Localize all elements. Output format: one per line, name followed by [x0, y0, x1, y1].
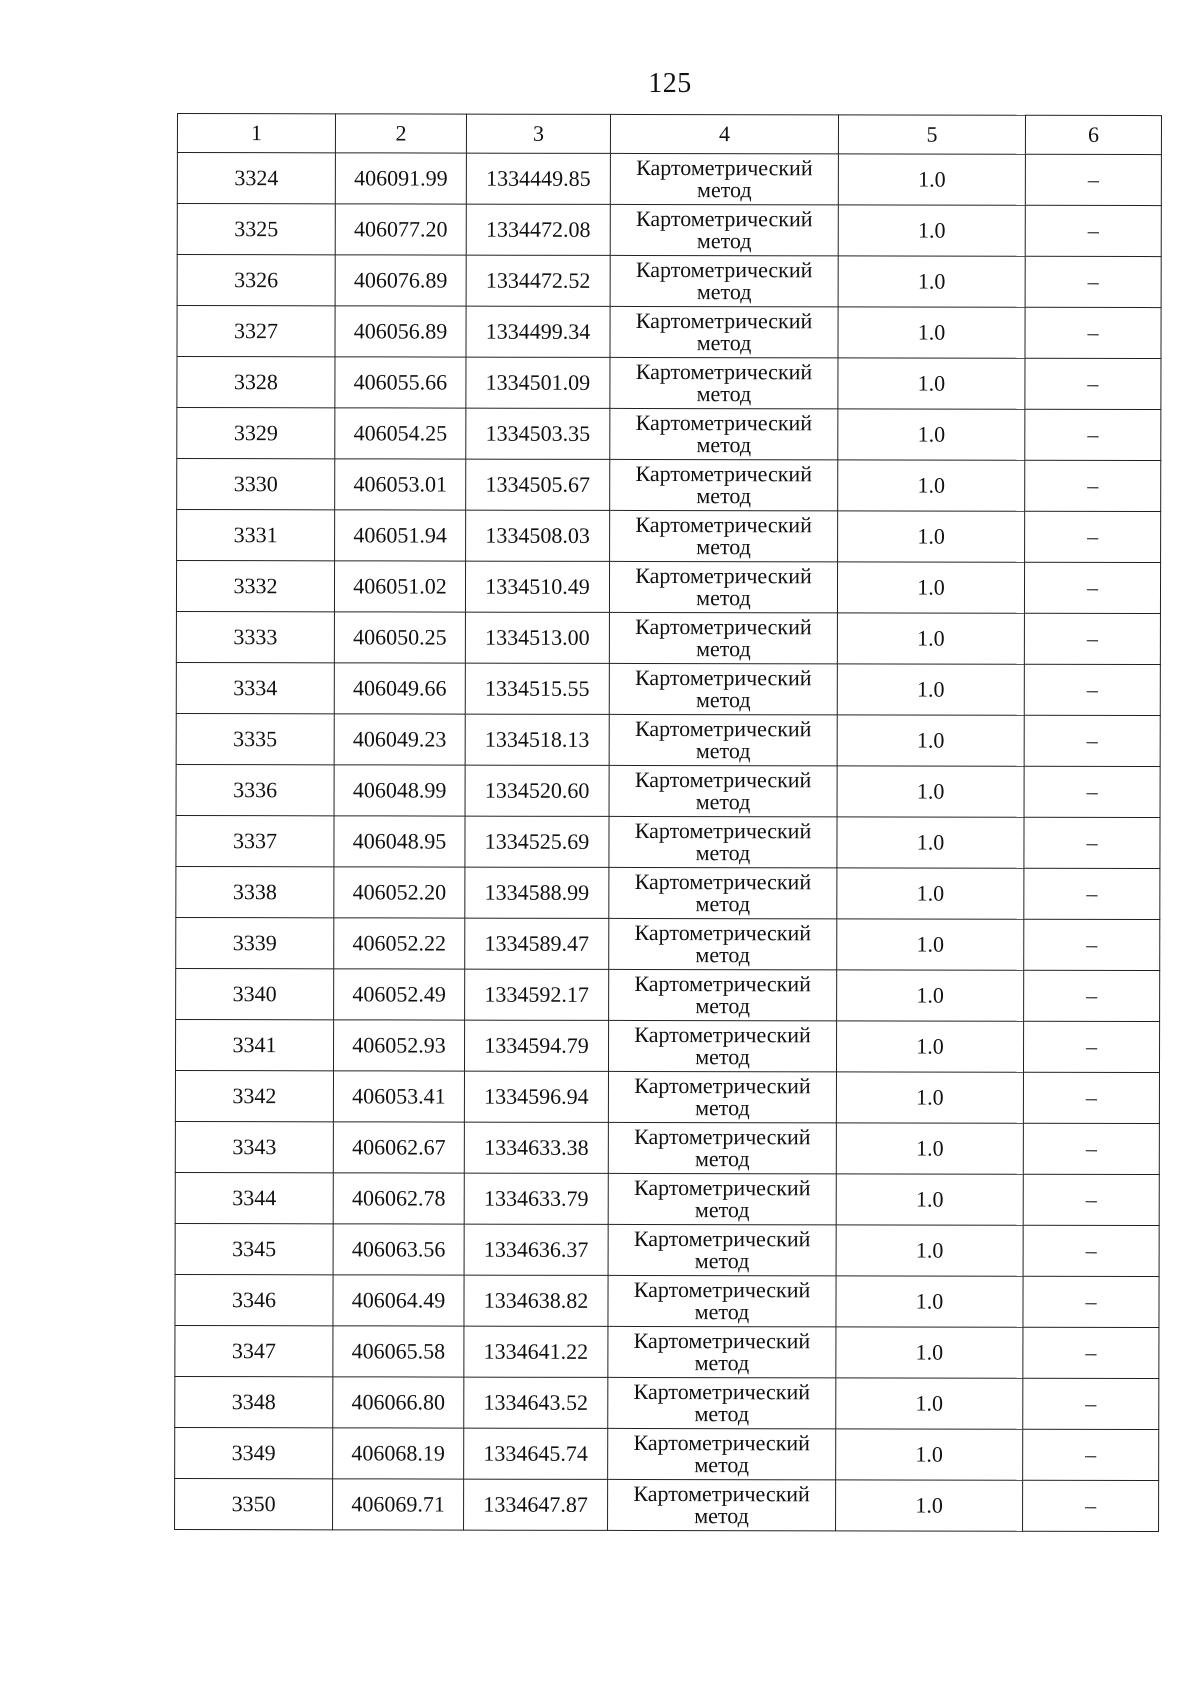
note-cell: –: [1025, 511, 1161, 562]
table-row: [176, 866, 1160, 919]
y-coordinate-cell: 1334520.60: [465, 765, 609, 816]
y-coordinate-cell: 1334594.79: [464, 1020, 608, 1071]
table-row: [177, 408, 1161, 461]
note-cell: –: [1023, 1276, 1159, 1327]
point-number-cell: 3329: [177, 408, 335, 459]
x-coordinate-cell: 406053.01: [335, 459, 466, 510]
column-header-5: 5: [838, 115, 1025, 154]
accuracy-cell: 1.0: [836, 1327, 1023, 1378]
y-coordinate-cell: 1334472.52: [466, 255, 610, 306]
table-row: [177, 153, 1161, 206]
x-coordinate-cell: 406066.80: [333, 1377, 464, 1428]
point-number-cell: 3345: [175, 1223, 333, 1274]
x-coordinate-cell: 406052.20: [334, 867, 465, 918]
column-header-4: 4: [610, 114, 838, 153]
method-cell: Картометрический метод: [608, 1377, 836, 1428]
x-coordinate-cell: 406062.78: [333, 1173, 464, 1224]
y-coordinate-cell: 1334638.82: [464, 1275, 608, 1326]
method-cell: Картометрический метод: [610, 153, 838, 204]
point-number-cell: 3339: [176, 917, 334, 968]
table-row: [175, 1121, 1159, 1174]
y-coordinate-cell: 1334596.94: [464, 1071, 608, 1122]
method-cell: Картометрический метод: [610, 459, 838, 510]
x-coordinate-cell: 406076.89: [335, 255, 466, 306]
note-cell: –: [1023, 1072, 1159, 1123]
table-row: [177, 255, 1161, 308]
table-row: [177, 357, 1161, 410]
point-number-cell: 3350: [175, 1478, 333, 1529]
method-cell: Картометрический метод: [608, 1071, 836, 1122]
method-cell: Картометрический метод: [608, 1479, 836, 1530]
y-coordinate-cell: 1334499.34: [466, 306, 610, 357]
y-coordinate-cell: 1334472.08: [466, 204, 610, 255]
method-cell: Картометрический метод: [609, 867, 837, 918]
accuracy-cell: 1.0: [836, 1276, 1023, 1327]
method-cell: Картометрический метод: [609, 663, 837, 714]
x-coordinate-cell: 406065.58: [333, 1326, 464, 1377]
column-header-1: 1: [177, 114, 335, 153]
column-header-3: 3: [466, 114, 610, 153]
method-cell: Картометрический метод: [608, 1122, 836, 1173]
method-cell: Картометрический метод: [610, 510, 838, 561]
x-coordinate-cell: 406063.56: [333, 1224, 464, 1275]
y-coordinate-cell: 1334641.22: [464, 1326, 608, 1377]
column-header-2: 2: [335, 114, 466, 153]
point-number-cell: 3331: [177, 510, 335, 561]
x-coordinate-cell: 406051.94: [335, 510, 466, 561]
accuracy-cell: 1.0: [838, 205, 1025, 256]
note-cell: –: [1023, 1327, 1159, 1378]
table-row: [177, 204, 1161, 257]
point-number-cell: 3348: [175, 1376, 333, 1427]
note-cell: –: [1023, 1429, 1159, 1480]
method-cell: Картометрический метод: [609, 714, 837, 765]
accuracy-cell: 1.0: [838, 154, 1025, 205]
x-coordinate-cell: 406064.49: [333, 1275, 464, 1326]
note-cell: –: [1023, 1480, 1159, 1531]
y-coordinate-cell: 1334515.55: [465, 663, 609, 714]
note-cell: –: [1024, 817, 1160, 868]
x-coordinate-cell: 406052.49: [334, 969, 465, 1020]
point-number-cell: 3335: [176, 713, 334, 764]
point-number-cell: 3324: [177, 153, 335, 204]
accuracy-cell: 1.0: [836, 1123, 1023, 1174]
accuracy-cell: 1.0: [838, 460, 1025, 511]
note-cell: –: [1024, 613, 1160, 664]
column-header-6: 6: [1025, 115, 1161, 154]
method-cell: Картометрический метод: [610, 204, 838, 255]
x-coordinate-cell: 406052.22: [334, 918, 465, 969]
y-coordinate-cell: 1334647.87: [464, 1479, 608, 1530]
y-coordinate-cell: 1334513.00: [465, 612, 609, 663]
accuracy-cell: 1.0: [837, 562, 1024, 613]
method-cell: Картометрический метод: [609, 969, 837, 1020]
x-coordinate-cell: 406077.20: [335, 204, 466, 255]
note-cell: –: [1025, 205, 1161, 256]
coordinates-table: [174, 113, 1162, 1532]
note-cell: –: [1025, 307, 1161, 358]
y-coordinate-cell: 1334505.67: [466, 459, 610, 510]
point-number-cell: 3330: [177, 459, 335, 510]
point-number-cell: 3341: [175, 1019, 333, 1070]
x-coordinate-cell: 406048.99: [334, 765, 465, 816]
table-header-row: [177, 114, 1161, 155]
note-cell: –: [1024, 970, 1160, 1021]
note-cell: –: [1025, 256, 1161, 307]
method-cell: Картометрический метод: [608, 1275, 836, 1326]
table-row: [176, 662, 1160, 715]
point-number-cell: 3344: [175, 1172, 333, 1223]
note-cell: –: [1023, 1174, 1159, 1225]
method-cell: Картометрический метод: [608, 1020, 836, 1071]
y-coordinate-cell: 1334633.79: [464, 1173, 608, 1224]
y-coordinate-cell: 1334592.17: [465, 969, 609, 1020]
accuracy-cell: 1.0: [837, 766, 1024, 817]
method-cell: Картометрический метод: [608, 1224, 836, 1275]
x-coordinate-cell: 406069.71: [333, 1479, 464, 1530]
y-coordinate-cell: 1334501.09: [466, 357, 610, 408]
point-number-cell: 3332: [176, 561, 334, 612]
table-row: [176, 917, 1160, 970]
accuracy-cell: 1.0: [838, 511, 1025, 562]
table-body: [175, 153, 1162, 1532]
point-number-cell: 3325: [177, 204, 335, 255]
accuracy-cell: 1.0: [838, 409, 1025, 460]
accuracy-cell: 1.0: [838, 256, 1025, 307]
x-coordinate-cell: 406068.19: [333, 1428, 464, 1479]
point-number-cell: 3338: [176, 866, 334, 917]
y-coordinate-cell: 1334508.03: [466, 510, 610, 561]
note-cell: –: [1024, 766, 1160, 817]
x-coordinate-cell: 406053.41: [333, 1071, 464, 1122]
method-cell: Картометрический метод: [610, 408, 838, 459]
y-coordinate-cell: 1334589.47: [465, 918, 609, 969]
method-cell: Картометрический метод: [610, 357, 838, 408]
note-cell: –: [1023, 1378, 1159, 1429]
table-row: [177, 510, 1161, 563]
table-row: [176, 561, 1160, 614]
table-row: [175, 1478, 1159, 1531]
y-coordinate-cell: 1334510.49: [465, 561, 609, 612]
table-row: [177, 459, 1161, 512]
x-coordinate-cell: 406062.67: [333, 1122, 464, 1173]
accuracy-cell: 1.0: [836, 1480, 1023, 1531]
accuracy-cell: 1.0: [836, 1072, 1023, 1123]
point-number-cell: 3336: [176, 764, 334, 815]
method-cell: Картометрический метод: [610, 306, 838, 357]
point-number-cell: 3347: [175, 1325, 333, 1376]
table-row: [175, 1019, 1159, 1072]
method-cell: Картометрический метод: [609, 612, 837, 663]
accuracy-cell: 1.0: [837, 868, 1024, 919]
note-cell: –: [1024, 868, 1160, 919]
point-number-cell: 3333: [176, 611, 334, 662]
table-row: [176, 611, 1160, 664]
table-row: [176, 764, 1160, 817]
method-cell: Картометрический метод: [608, 1326, 836, 1377]
accuracy-cell: 1.0: [837, 664, 1024, 715]
accuracy-cell: 1.0: [836, 1225, 1023, 1276]
table-row: [175, 1325, 1159, 1378]
accuracy-cell: 1.0: [836, 1378, 1023, 1429]
note-cell: –: [1023, 1225, 1159, 1276]
accuracy-cell: 1.0: [836, 1429, 1023, 1480]
table-row: [176, 815, 1160, 868]
note-cell: –: [1024, 919, 1160, 970]
table-row: [175, 1274, 1159, 1327]
accuracy-cell: 1.0: [837, 715, 1024, 766]
point-number-cell: 3334: [176, 662, 334, 713]
x-coordinate-cell: 406048.95: [334, 816, 465, 867]
note-cell: –: [1025, 358, 1161, 409]
method-cell: Картометрический метод: [609, 918, 837, 969]
x-coordinate-cell: 406050.25: [334, 612, 465, 663]
table-row: [177, 306, 1161, 359]
table-row: [175, 1172, 1159, 1225]
method-cell: Картометрический метод: [609, 561, 837, 612]
page-number: 125: [648, 68, 692, 99]
accuracy-cell: 1.0: [838, 307, 1025, 358]
y-coordinate-cell: 1334633.38: [464, 1122, 608, 1173]
method-cell: Картометрический метод: [609, 765, 837, 816]
table-row: [175, 1223, 1159, 1276]
note-cell: –: [1024, 715, 1160, 766]
point-number-cell: 3343: [175, 1121, 333, 1172]
accuracy-cell: 1.0: [837, 970, 1024, 1021]
point-number-cell: 3326: [177, 255, 335, 306]
accuracy-cell: 1.0: [837, 817, 1024, 868]
point-number-cell: 3349: [175, 1427, 333, 1478]
x-coordinate-cell: 406049.23: [334, 714, 465, 765]
table-row: [175, 1376, 1159, 1429]
x-coordinate-cell: 406049.66: [334, 663, 465, 714]
method-cell: Картометрический метод: [608, 1428, 836, 1479]
table-row: [175, 1427, 1159, 1480]
y-coordinate-cell: 1334636.37: [464, 1224, 608, 1275]
note-cell: –: [1025, 154, 1161, 205]
accuracy-cell: 1.0: [837, 613, 1024, 664]
note-cell: –: [1025, 460, 1161, 511]
y-coordinate-cell: 1334588.99: [465, 867, 609, 918]
x-coordinate-cell: 406051.02: [334, 561, 465, 612]
y-coordinate-cell: 1334503.35: [466, 408, 610, 459]
point-number-cell: 3337: [176, 815, 334, 866]
note-cell: –: [1023, 1123, 1159, 1174]
note-cell: –: [1024, 664, 1160, 715]
point-number-cell: 3327: [177, 306, 335, 357]
x-coordinate-cell: 406052.93: [333, 1020, 464, 1071]
accuracy-cell: 1.0: [836, 1174, 1023, 1225]
point-number-cell: 3340: [176, 968, 334, 1019]
accuracy-cell: 1.0: [837, 919, 1024, 970]
x-coordinate-cell: 406054.25: [335, 408, 466, 459]
method-cell: Картометрический метод: [609, 816, 837, 867]
y-coordinate-cell: 1334643.52: [464, 1377, 608, 1428]
note-cell: –: [1023, 1021, 1159, 1072]
x-coordinate-cell: 406091.99: [335, 153, 466, 204]
note-cell: –: [1025, 409, 1161, 460]
y-coordinate-cell: 1334449.85: [466, 153, 610, 204]
method-cell: Картометрический метод: [608, 1173, 836, 1224]
note-cell: –: [1024, 562, 1160, 613]
x-coordinate-cell: 406055.66: [335, 357, 466, 408]
point-number-cell: 3346: [175, 1274, 333, 1325]
y-coordinate-cell: 1334525.69: [465, 816, 609, 867]
point-number-cell: 3342: [175, 1070, 333, 1121]
y-coordinate-cell: 1334518.13: [465, 714, 609, 765]
accuracy-cell: 1.0: [836, 1021, 1023, 1072]
table-row: [176, 713, 1160, 766]
y-coordinate-cell: 1334645.74: [464, 1428, 608, 1479]
accuracy-cell: 1.0: [838, 358, 1025, 409]
method-cell: Картометрический метод: [610, 255, 838, 306]
table-row: [175, 1070, 1159, 1123]
x-coordinate-cell: 406056.89: [335, 306, 466, 357]
table-row: [176, 968, 1160, 1021]
point-number-cell: 3328: [177, 357, 335, 408]
